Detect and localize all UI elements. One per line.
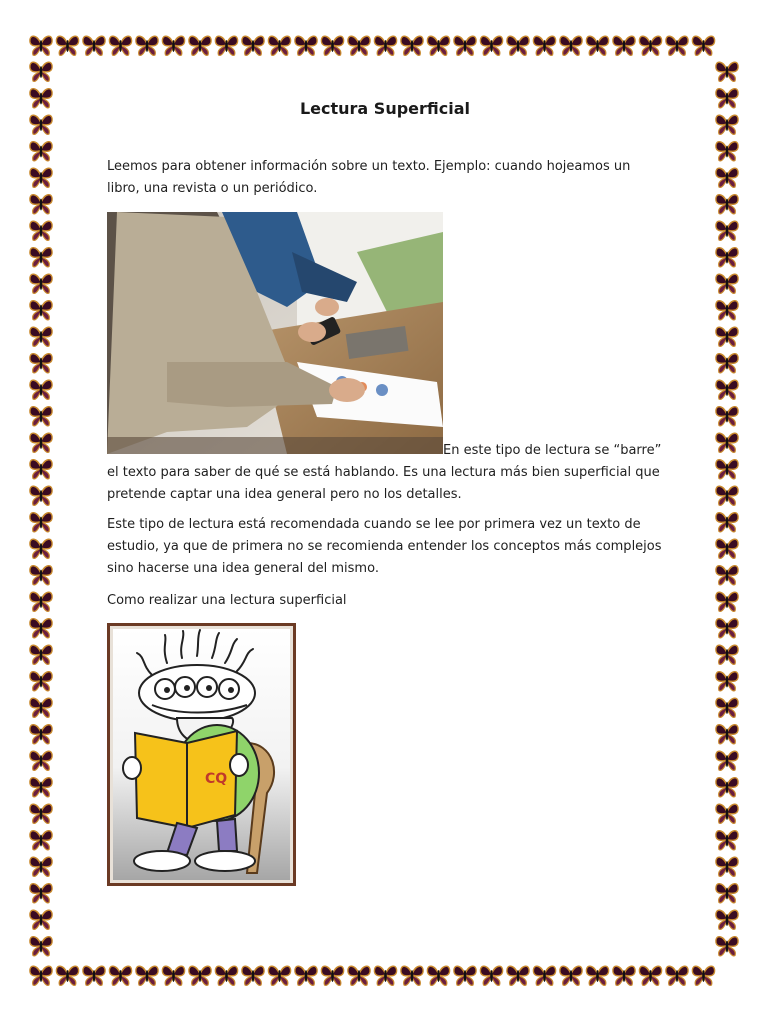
butterfly-icon bbox=[30, 804, 52, 823]
butterfly-icon bbox=[716, 115, 738, 134]
butterfly-icon bbox=[692, 36, 714, 55]
butterfly-icon bbox=[30, 725, 52, 744]
border-left bbox=[28, 58, 54, 962]
butterfly-icon bbox=[30, 884, 52, 903]
people-reading-photo bbox=[107, 212, 443, 454]
cartoon-reader-image bbox=[107, 623, 296, 886]
butterfly-icon bbox=[454, 966, 476, 985]
butterfly-icon bbox=[30, 486, 52, 505]
butterfly-icon bbox=[348, 36, 370, 55]
butterfly-icon bbox=[716, 168, 738, 187]
butterfly-icon bbox=[533, 36, 555, 55]
butterfly-icon bbox=[716, 248, 738, 267]
book-cover-text: CQ bbox=[205, 771, 228, 787]
butterfly-icon bbox=[30, 937, 52, 956]
butterfly-icon bbox=[666, 36, 688, 55]
butterfly-icon bbox=[716, 751, 738, 770]
butterfly-icon bbox=[639, 966, 661, 985]
butterfly-icon bbox=[533, 966, 555, 985]
butterfly-icon bbox=[716, 62, 738, 81]
butterfly-icon bbox=[692, 966, 714, 985]
butterfly-icon bbox=[586, 966, 608, 985]
butterfly-icon bbox=[716, 274, 738, 293]
butterfly-icon bbox=[215, 966, 237, 985]
butterfly-icon bbox=[716, 486, 738, 505]
border-right bbox=[714, 58, 740, 962]
butterfly-icon bbox=[507, 966, 529, 985]
butterfly-icon bbox=[716, 433, 738, 452]
butterfly-icon bbox=[30, 645, 52, 664]
butterfly-icon bbox=[716, 778, 738, 797]
butterfly-icon bbox=[30, 566, 52, 585]
butterfly-icon bbox=[242, 966, 264, 985]
butterfly-icon bbox=[136, 966, 158, 985]
butterfly-icon bbox=[30, 36, 52, 55]
butterfly-icon bbox=[427, 966, 449, 985]
butterfly-icon bbox=[30, 460, 52, 479]
butterfly-icon bbox=[374, 966, 396, 985]
paragraph-intro: Leemos para obtener información sobre un texto. Ejemplo: cuando hojeamos un libro, una revista o un periódico. bbox=[107, 159, 631, 196]
butterfly-icon bbox=[666, 966, 688, 985]
butterfly-icon bbox=[716, 725, 738, 744]
butterfly-icon bbox=[30, 142, 52, 161]
butterfly-icon bbox=[716, 857, 738, 876]
butterfly-icon bbox=[716, 592, 738, 611]
butterfly-icon bbox=[716, 354, 738, 373]
butterfly-icon bbox=[109, 36, 131, 55]
butterfly-icon bbox=[30, 910, 52, 929]
butterfly-icon bbox=[83, 966, 105, 985]
butterfly-icon bbox=[295, 36, 317, 55]
paragraph-how-to: Como realizar una lectura superficial bbox=[107, 593, 347, 608]
butterfly-icon bbox=[30, 778, 52, 797]
butterfly-icon bbox=[30, 301, 52, 320]
butterfly-icon bbox=[716, 831, 738, 850]
butterfly-icon bbox=[162, 966, 184, 985]
butterfly-icon bbox=[30, 221, 52, 240]
butterfly-icon bbox=[56, 966, 78, 985]
butterfly-icon bbox=[242, 36, 264, 55]
butterfly-icon bbox=[30, 89, 52, 108]
butterfly-icon bbox=[30, 831, 52, 850]
paragraph-recommended: Este tipo de lectura está recomendada cuando se lee por primera vez un texto de estudio, ya que de primera no se recomienda entender los conceptos más complejos sino hacerse una idea general del mismo. bbox=[107, 517, 662, 576]
butterfly-icon bbox=[586, 36, 608, 55]
butterfly-icon bbox=[30, 62, 52, 81]
butterfly-icon bbox=[716, 566, 738, 585]
butterfly-icon bbox=[30, 407, 52, 426]
butterfly-icon bbox=[480, 966, 502, 985]
butterfly-icon bbox=[401, 36, 423, 55]
butterfly-icon bbox=[30, 433, 52, 452]
butterfly-icon bbox=[348, 966, 370, 985]
butterfly-icon bbox=[30, 857, 52, 876]
butterfly-icon bbox=[30, 248, 52, 267]
butterfly-icon bbox=[716, 937, 738, 956]
butterfly-icon bbox=[30, 698, 52, 717]
butterfly-icon bbox=[295, 966, 317, 985]
butterfly-icon bbox=[162, 36, 184, 55]
butterfly-icon bbox=[30, 380, 52, 399]
butterfly-icon bbox=[136, 36, 158, 55]
butterfly-icon bbox=[716, 221, 738, 240]
butterfly-icon bbox=[560, 36, 582, 55]
butterfly-icon bbox=[716, 301, 738, 320]
butterfly-icon bbox=[716, 407, 738, 426]
butterfly-icon bbox=[716, 327, 738, 346]
butterfly-icon bbox=[716, 884, 738, 903]
butterfly-icon bbox=[716, 672, 738, 691]
butterfly-icon bbox=[30, 539, 52, 558]
butterfly-icon bbox=[321, 36, 343, 55]
butterfly-icon bbox=[30, 513, 52, 532]
butterfly-icon bbox=[321, 966, 343, 985]
butterfly-icon bbox=[716, 460, 738, 479]
butterfly-icon bbox=[507, 36, 529, 55]
butterfly-icon bbox=[716, 142, 738, 161]
butterfly-icon bbox=[716, 539, 738, 558]
butterfly-icon bbox=[30, 274, 52, 293]
butterfly-icon bbox=[30, 592, 52, 611]
paragraph-barrer: En este tipo de lectura se “barre” el texto para saber de qué se está hablando. Es una lectura más bien superficial que pretende captar una idea general pero no los detalles. bbox=[107, 443, 662, 502]
butterfly-icon bbox=[716, 513, 738, 532]
butterfly-icon bbox=[30, 751, 52, 770]
butterfly-icon bbox=[716, 804, 738, 823]
butterfly-icon bbox=[374, 36, 396, 55]
butterfly-icon bbox=[716, 645, 738, 664]
butterfly-icon bbox=[401, 966, 423, 985]
butterfly-icon bbox=[427, 36, 449, 55]
butterfly-icon bbox=[83, 36, 105, 55]
butterfly-icon bbox=[716, 195, 738, 214]
butterfly-icon bbox=[716, 89, 738, 108]
butterfly-icon bbox=[30, 327, 52, 346]
butterfly-icon bbox=[560, 966, 582, 985]
butterfly-icon bbox=[268, 36, 290, 55]
butterfly-icon bbox=[30, 966, 52, 985]
butterfly-icon bbox=[716, 619, 738, 638]
butterfly-icon bbox=[30, 354, 52, 373]
butterfly-icon bbox=[56, 36, 78, 55]
butterfly-icon bbox=[30, 168, 52, 187]
butterfly-icon bbox=[716, 698, 738, 717]
butterfly-icon bbox=[268, 966, 290, 985]
butterfly-icon bbox=[716, 910, 738, 929]
butterfly-icon bbox=[716, 380, 738, 399]
butterfly-icon bbox=[30, 115, 52, 134]
butterfly-icon bbox=[639, 36, 661, 55]
butterfly-icon bbox=[480, 36, 502, 55]
butterfly-icon bbox=[30, 619, 52, 638]
butterfly-icon bbox=[613, 966, 635, 985]
butterfly-icon bbox=[454, 36, 476, 55]
butterfly-icon bbox=[189, 966, 211, 985]
butterfly-icon bbox=[215, 36, 237, 55]
butterfly-icon bbox=[30, 195, 52, 214]
border-top bbox=[28, 32, 740, 58]
butterfly-icon bbox=[613, 36, 635, 55]
butterfly-icon bbox=[30, 672, 52, 691]
butterfly-icon bbox=[109, 966, 131, 985]
border-bottom bbox=[28, 962, 740, 988]
butterfly-icon bbox=[189, 36, 211, 55]
page-title: Lectura Superficial bbox=[299, 99, 471, 118]
